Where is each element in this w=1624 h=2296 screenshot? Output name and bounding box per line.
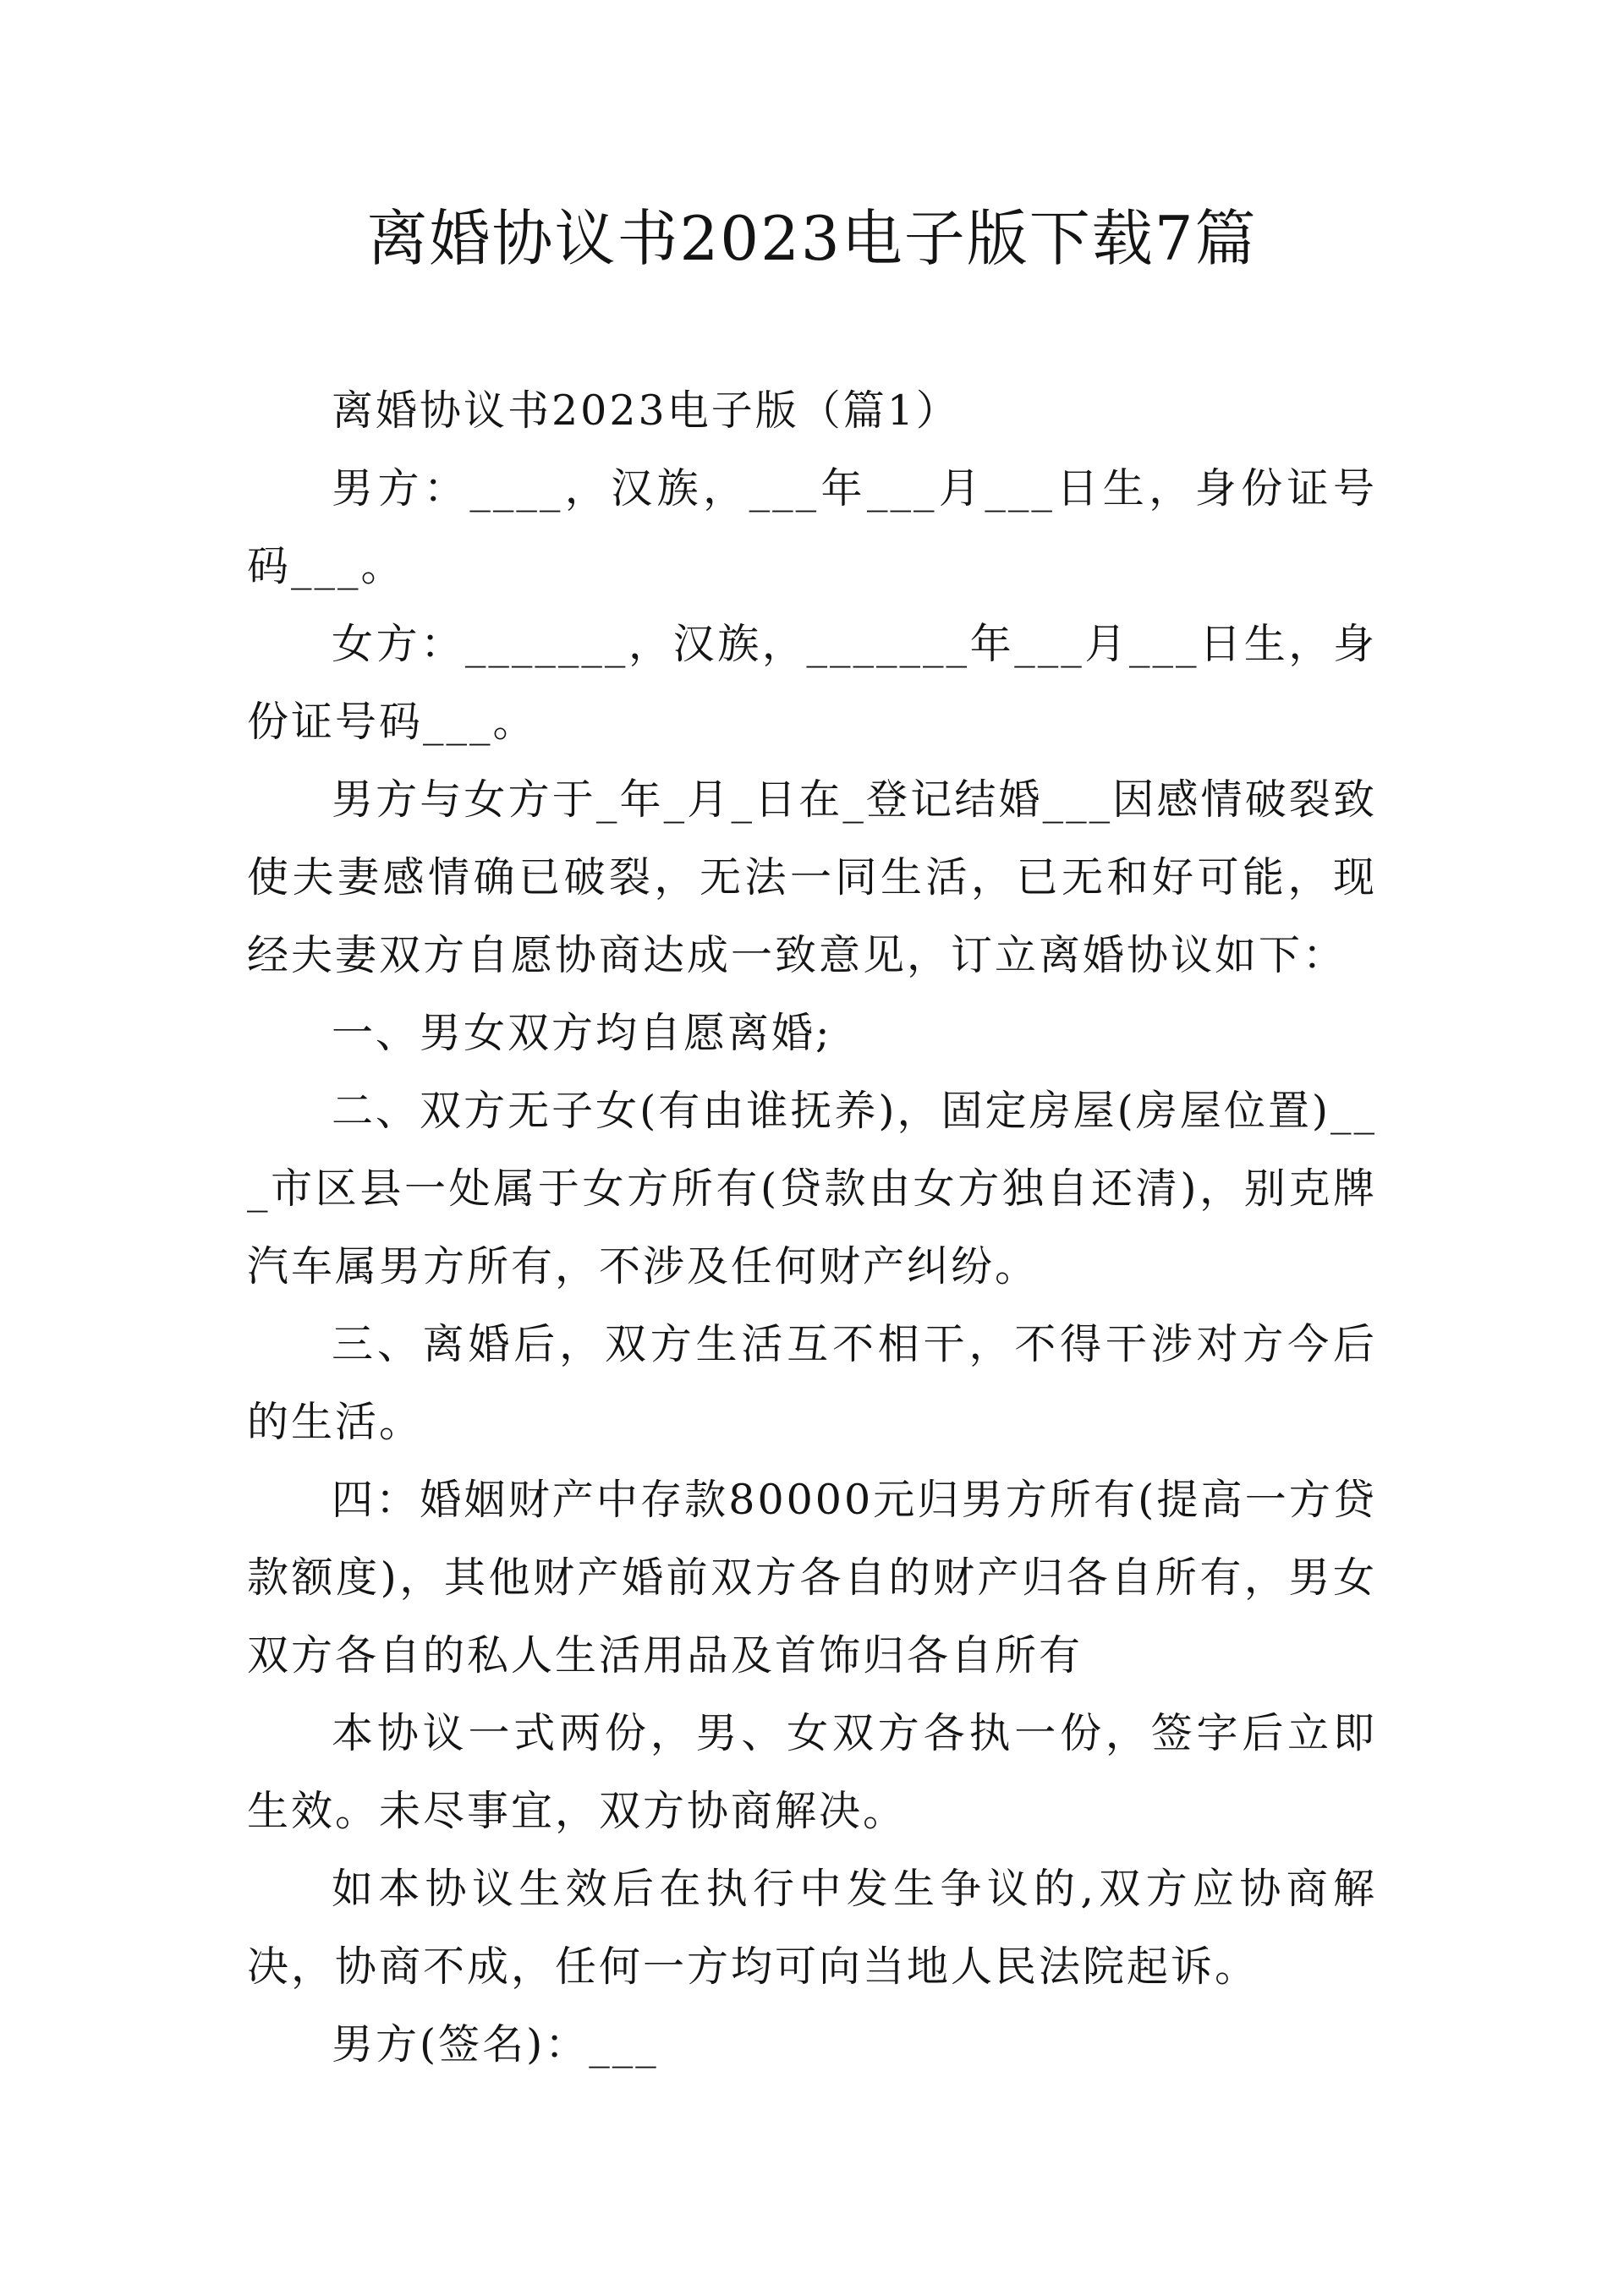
document-body <box>247 372 1377 2084</box>
clause-2: 二、双方无子女(有由谁抚养)，固定房屋(房屋位置)___市区县一处属于女方所有(贷款由女方独自还清)，别克牌汽车属男方所有，不涉及任何财产纠纷。 <box>247 1087 1377 1290</box>
copies-clause: 本协议一式两份，男、女双方各执一份，签字后立即生效。未尽事宜，双方协商解决。 <box>247 1709 1377 1835</box>
male-signature-line: 男方(签名)：___ <box>332 2020 659 2069</box>
clause-1: 一、男女双方均自愿离婚; <box>332 1009 832 1057</box>
male-party-info: 男方：____，汉族，___年___月___日生，身份证号码___。 <box>247 464 1377 590</box>
dispute-clause: 如本协议生效后在执行中发生争议的,双方应协商解决，协商不成，任何一方均可向当地人民法院起诉。 <box>247 1865 1377 1991</box>
female-party-info: 女方：_______，汉族，_______年___月___日生，身份证号码___。 <box>247 620 1377 746</box>
section-heading: 离婚协议书2023电子版（篇1） <box>332 386 960 435</box>
clause-4: 四：婚姻财产中存款80000元归男方所有(提高一方贷款额度)，其他财产婚前双方各自的财产归各自所有，男女双方各自的私人生活用品及首饰归各自所有 <box>247 1476 1377 1680</box>
clause-3: 三、离婚后，双方生活互不相干，不得干涉对方今后的生活。 <box>247 1320 1377 1446</box>
marriage-statement: 男方与女方于_年_月_日在_登记结婚___因感情破裂致使夫妻感情确已破裂，无法一同生活，已无和好可能，现经夫妻双方自愿协商达成一致意见，订立离婚协议如下： <box>247 775 1377 979</box>
document-title: 离婚协议书2023电子版下载7篇 <box>366 203 1258 274</box>
